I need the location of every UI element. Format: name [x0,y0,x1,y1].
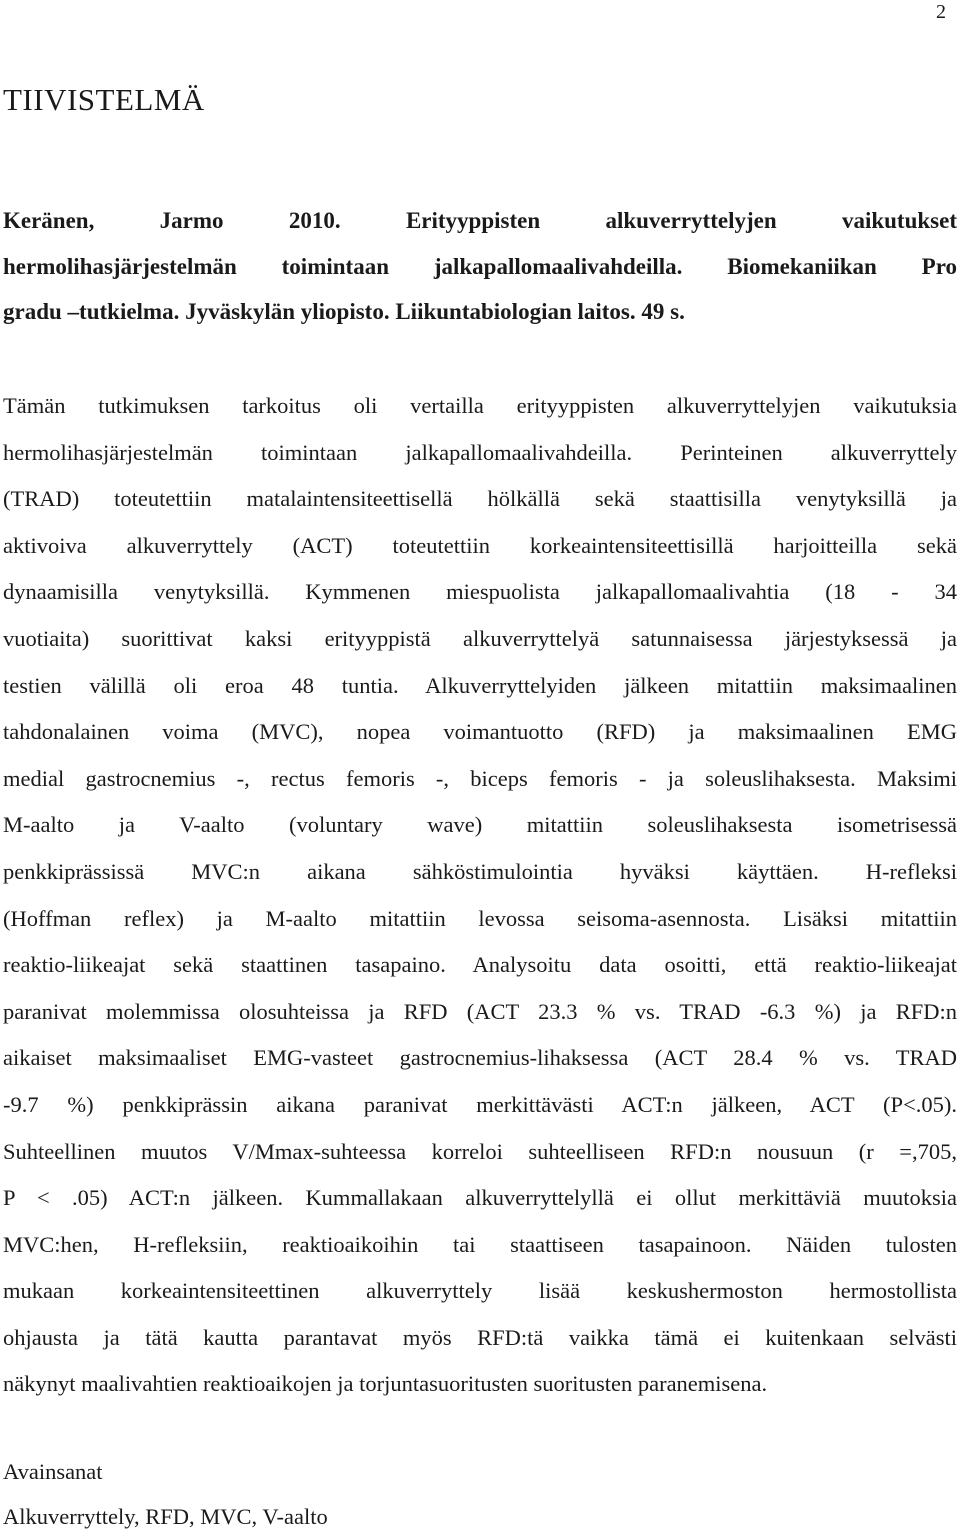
abstract-line: MVC:hen, H-refleksiin, reaktioaikoihin tai staattiseen tasapainoon. Näiden tulosten [3,1231,957,1257]
abstract-line: medial gastrocnemius -, rectus femoris -, biceps femoris - ja soleuslihaksesta. Maksimi [3,765,957,791]
abstract-line: testien välillä oli eroa 48 tuntia. Alkuverryttelyiden jälkeen mitattiin maksimaalinen [3,672,957,698]
keywords-list: Alkuverryttely, RFD, MVC, V-aalto [3,1504,328,1529]
abstract-line: Suhteellinen muutos V/Mmax-suhteessa korreloi suhteelliseen RFD:n nousuun (r =,705, [3,1138,957,1164]
abstract-line: -9.7 %) penkkiprässin aikana paranivat merkittävästi ACT:n jälkeen, ACT (P<.05). [3,1091,957,1117]
abstract-line: Tämän tutkimuksen tarkoitus oli vertailla erityyppisten alkuverryttelyjen vaikutuksia [3,393,957,418]
abstract-line: P < .05) ACT:n jälkeen. Kummallakaan alkuverryttelyllä ei ollut merkittäviä muutoksia [3,1185,957,1211]
citation-line: gradu –tutkielma. Jyväskylän yliopisto. Liikuntabiologian laitos. 49 s. [3,299,685,324]
abstract-body [3,383,957,1408]
abstract-line: (TRAD) toteutettiin matalaintensiteettisellä hölkällä sekä staattisilla venytyksillä ja [3,486,957,512]
abstract-line: reaktio-liikeajat sekä staattinen tasapaino. Analysoitu data osoitti, että reaktio-liikeajat [3,952,957,978]
page-title: TIIVISTELMÄ [3,82,205,117]
abstract-line: paranivat molemmissa olosuhteissa ja RFD (ACT 23.3 % vs. TRAD -6.3 %) ja RFD:n [3,998,957,1024]
abstract-line: ohjausta ja tätä kautta parantavat myös RFD:tä vaikka tämä ei kuitenkaan selvästi [3,1324,957,1350]
abstract-line: tahdonalainen voima (MVC), nopea voimantuotto (RFD) ja maksimaalinen EMG [3,719,957,745]
abstract-line: penkkiprässissä MVC:n aikana sähköstimulointia hyväksi käyttäen. H-refleksi [3,858,957,884]
abstract-line: aktivoiva alkuverryttely (ACT) toteutettiin korkeaintensiteettisillä harjoitteilla sekä [3,532,957,558]
abstract-line: M-aalto ja V-aalto (voluntary wave) mitattiin soleuslihaksesta isometrisessä [3,812,957,838]
abstract-line: hermolihasjärjestelmän toimintaan jalkapallomaalivahdeilla. Perinteinen alkuverryttely [3,439,957,465]
citation-line: Keränen, Jarmo 2010. Erityyppisten alkuverryttelyjen vaikutukset [3,208,957,233]
abstract-line: aikaiset maksimaaliset EMG-vasteet gastrocnemius-lihaksessa (ACT 28.4 % vs. TRAD [3,1045,957,1071]
abstract-line: (Hoffman reflex) ja M-aalto mitattiin levossa seisoma-asennosta. Lisäksi mitattiin [3,905,957,931]
citation-line: hermolihasjärjestelmän toimintaan jalkapallomaalivahdeilla. Biomekaniikan Pro [3,253,957,279]
abstract-line: näkynyt maalivahtien reaktioaikojen ja torjuntasuoritusten suoritusten paranemisena. [3,1371,768,1397]
page-number: 2 [936,1,946,23]
citation [3,198,957,335]
abstract-line: vuotiaita) suorittivat kaksi erityyppistä alkuverryttelyä satunnaisessa järjestyksessä ja [3,625,957,651]
abstract-line: mukaan korkeaintensiteettinen alkuverryttely lisää keskushermoston hermostollista [3,1278,957,1304]
abstract-line: dynaamisilla venytyksillä. Kymmenen miespuolista jalkapallomaalivahtia (18 - 34 [3,579,957,605]
keywords-heading: Avainsanat [3,1459,103,1484]
